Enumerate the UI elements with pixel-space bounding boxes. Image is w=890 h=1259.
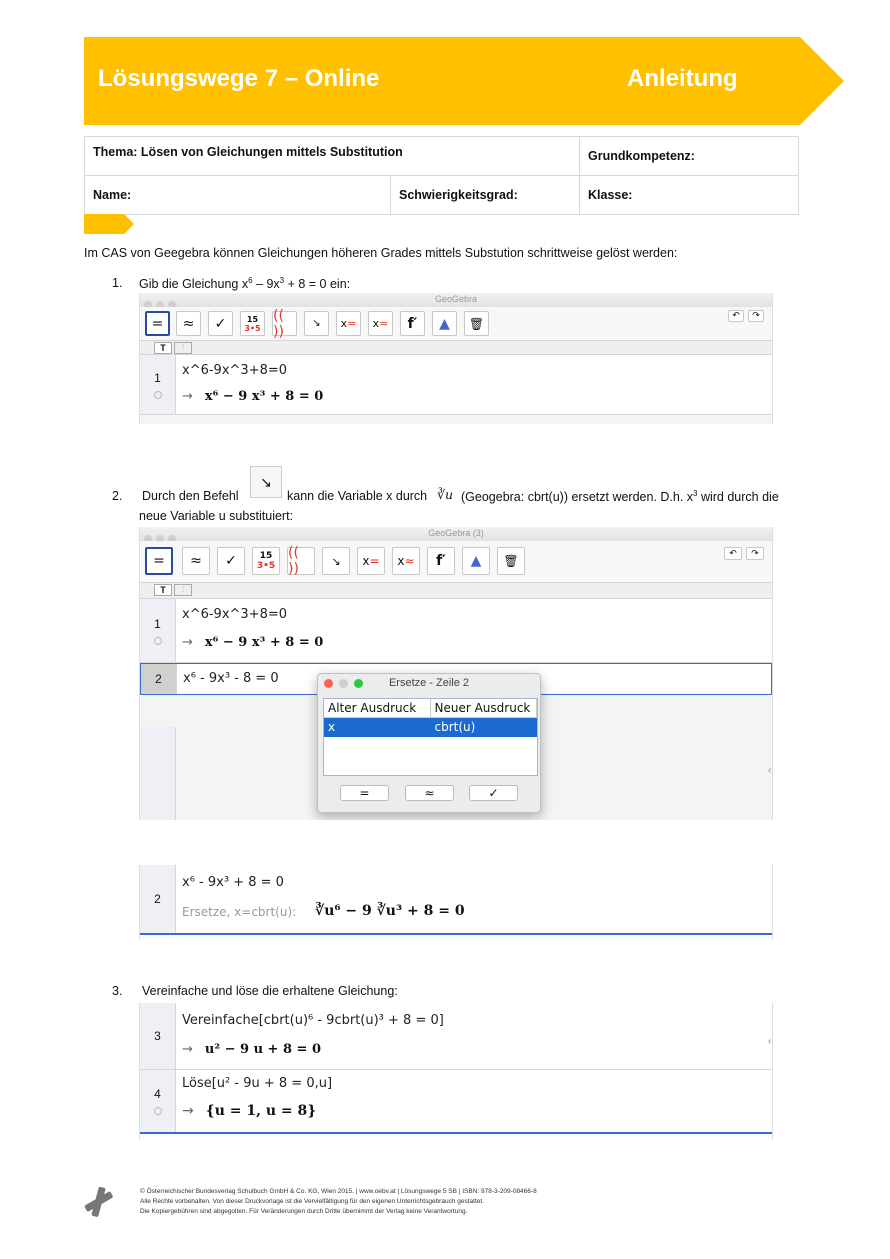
numeric-icon[interactable]: 15 3•5 [252, 547, 280, 575]
approx-icon[interactable]: ≈ [182, 547, 210, 575]
klasse-cell: Klasse: [580, 176, 799, 215]
check-icon[interactable]: ✓ [217, 547, 245, 575]
keep-input-icon[interactable]: (( )) [287, 547, 315, 575]
row-number: 2 [141, 664, 177, 694]
substitute-equals-button[interactable]: = [340, 785, 389, 801]
footer-line: © Österreichischer Bundesverlag Schulbuch GmbH & Co. KG, Wien 2015. | www.oebv.at | Lösungswege 5 SB | ISBN: 978-3-209-08466-8 [140, 1188, 537, 1195]
undo-icon[interactable]: ↶ [724, 547, 742, 560]
footer-line: Alle Rechte vorbehalten. Von dieser Druckvorlage ist die Vervielfältigung für den eigenen Unterrichtsgebrauch gestattet. [140, 1198, 484, 1205]
window-titlebar [140, 293, 772, 307]
geogebra-snippet-3 [139, 865, 773, 940]
row-output: → x⁶ − 9 x³ + 8 = 0 [182, 635, 324, 650]
cas-row[interactable] [140, 599, 772, 663]
cas-row[interactable] [140, 1003, 772, 1070]
text-style-icon[interactable]: T [154, 584, 172, 596]
derivative-icon[interactable]: f′ [400, 311, 425, 336]
cas-toolbar [140, 307, 772, 341]
footer-text [140, 1187, 537, 1217]
table-row[interactable] [324, 718, 537, 737]
step1-text: Gib die Gleichung $x^6 - 9x^3 + 8 = 0$ ein: [139, 276, 351, 292]
redo-icon[interactable]: ↷ [746, 547, 764, 560]
zoom-dot-icon[interactable] [354, 679, 363, 688]
equals-icon[interactable]: = [145, 547, 173, 575]
step3-text: Vereinfache und löse die erhaltene Gleichung: [142, 984, 398, 998]
window-title: GeoGebra [434, 294, 478, 304]
delete-icon[interactable]: 🗑 [497, 547, 525, 575]
intro-text: Im CAS von Geegebra können Gleichungen höheren Grades mittels Substution schrittweise gelöst werden: [84, 246, 678, 260]
row-output: → u² − 9 u + 8 = 0 [182, 1042, 321, 1057]
dialog-titlebar [318, 674, 540, 692]
column-header-old: Alter Ausdruck [324, 699, 431, 717]
row-input[interactable]: Vereinfache[cbrt(u)⁶ - 9cbrt(u)³ + 8 = 0] [182, 1013, 444, 1028]
probability-icon[interactable]: ▲ [432, 311, 457, 336]
thema-cell: Thema: Lösen von Gleichungen mittels Substitution [85, 137, 580, 176]
substitution-table [323, 698, 538, 776]
style-bar [140, 583, 772, 599]
geogebra-window-1 [139, 293, 773, 424]
cas-row[interactable] [140, 1070, 772, 1134]
collapse-icon[interactable]: ‹ [768, 765, 772, 776]
row-input[interactable]: x^6-9x^3+8=0 [182, 363, 288, 378]
substitute-dialog [317, 673, 541, 813]
substitute-icon[interactable]: ↘ [322, 547, 350, 575]
row-number: 1 [140, 599, 176, 662]
row-number: 3 [140, 1003, 176, 1069]
step3-number: 3. [112, 984, 123, 998]
column-header-new: Neuer Ausdruck [431, 699, 538, 717]
row-output: → x⁶ − 9 x³ + 8 = 0 [182, 389, 324, 404]
banner-label: Anleitung [627, 65, 738, 92]
minimize-dot-icon[interactable] [339, 679, 348, 688]
redo-icon[interactable]: ↷ [748, 310, 764, 322]
step2-text-b: kann die Variable x durch [287, 489, 428, 503]
substitute-check-button[interactable]: ✓ [469, 785, 518, 801]
geogebra-snippet-4 [139, 1003, 773, 1140]
settings-icon[interactable]: ⫶ [174, 342, 192, 354]
row-number: 1 [140, 355, 176, 414]
new-expression-cell[interactable]: cbrt(u) [434, 720, 476, 734]
step2-text-c: (Geogebra: cbrt(u)) ersetzt werden. D.h. $x^3$ wird durch die [461, 489, 779, 505]
nsolve-icon[interactable]: x ≈ [368, 311, 393, 336]
settings-icon[interactable]: ⫶ [174, 584, 192, 596]
publisher-logo [84, 1187, 114, 1217]
check-icon[interactable]: ✓ [208, 311, 233, 336]
step2-text-e: neue Variable u substituiert: [139, 509, 294, 523]
delete-icon[interactable]: 🗑 [464, 311, 489, 336]
probability-icon[interactable]: ▲ [462, 547, 490, 575]
step2-number: 2. [112, 489, 123, 503]
row-number: 2 [140, 865, 176, 933]
derivative-icon[interactable]: f′ [427, 547, 455, 575]
cas-toolbar [140, 541, 772, 583]
row-output: → {u = 1, u = 8} [182, 1103, 317, 1119]
row-output: ∛u⁶ − 9 ∛u³ + 8 = 0 [315, 903, 465, 919]
old-expression-cell[interactable]: x [328, 720, 336, 734]
grundkompetenz-cell: Grundkompetenz: [580, 137, 799, 176]
cas-row[interactable] [140, 355, 772, 415]
row-number: 4 [140, 1070, 176, 1132]
row-input[interactable]: Löse[u² - 9u + 8 = 0,u] [182, 1076, 333, 1091]
substitute-approx-button[interactable]: ≈ [405, 785, 454, 801]
row-input[interactable]: x^6-9x^3+8=0 [182, 607, 288, 622]
solve-icon[interactable]: x = [336, 311, 361, 336]
window-titlebar [140, 527, 772, 541]
solve-icon[interactable]: x = [357, 547, 385, 575]
style-bar [140, 341, 772, 355]
collapse-icon[interactable]: ‹ [768, 1036, 772, 1047]
cas-row[interactable] [140, 865, 772, 935]
cube-root-symbol: ∛u [437, 487, 454, 502]
close-dot-icon[interactable] [324, 679, 333, 688]
step2-text-a: Durch den Befehl [142, 489, 239, 503]
dialog-title: Ersetze - Zeile 2 [388, 677, 470, 689]
tab-decoration [84, 214, 136, 234]
text-style-icon[interactable]: T [154, 342, 172, 354]
step1-number: 1. [112, 276, 123, 290]
numeric-icon[interactable]: 15 3•5 [240, 311, 265, 336]
banner-title: Lösungswege 7 – Online [98, 65, 380, 92]
substitute-icon: ↘ [250, 466, 282, 498]
window-title: GeoGebra (3) [428, 528, 484, 538]
keep-input-icon[interactable]: (( )) [272, 311, 297, 336]
row-input[interactable]: x⁶ - 9x³ + 8 = 0 [182, 875, 284, 890]
substitute-icon[interactable]: ↘ [304, 311, 329, 336]
info-table [84, 136, 799, 215]
geogebra-window-2 [139, 527, 773, 820]
equals-icon[interactable]: = [145, 311, 170, 336]
substitute-label: Ersetze, x=cbrt(u): [182, 905, 297, 919]
header-banner [84, 37, 844, 125]
name-cell: Name: [85, 176, 391, 215]
approx-icon[interactable]: ≈ [176, 311, 201, 336]
nsolve-icon[interactable]: x ≈ [392, 547, 420, 575]
schwierigkeit-cell: Schwierigkeitsgrad: [391, 176, 580, 215]
footer-line: Die Kopiergebühren sind abgegolten. Für Veränderungen durch Dritte übernimmt der Verlag keine Verantwortung. [140, 1208, 468, 1215]
undo-icon[interactable]: ↶ [728, 310, 744, 322]
row-input[interactable]: x⁶ - 9x³ - 8 = 0 [183, 671, 279, 686]
